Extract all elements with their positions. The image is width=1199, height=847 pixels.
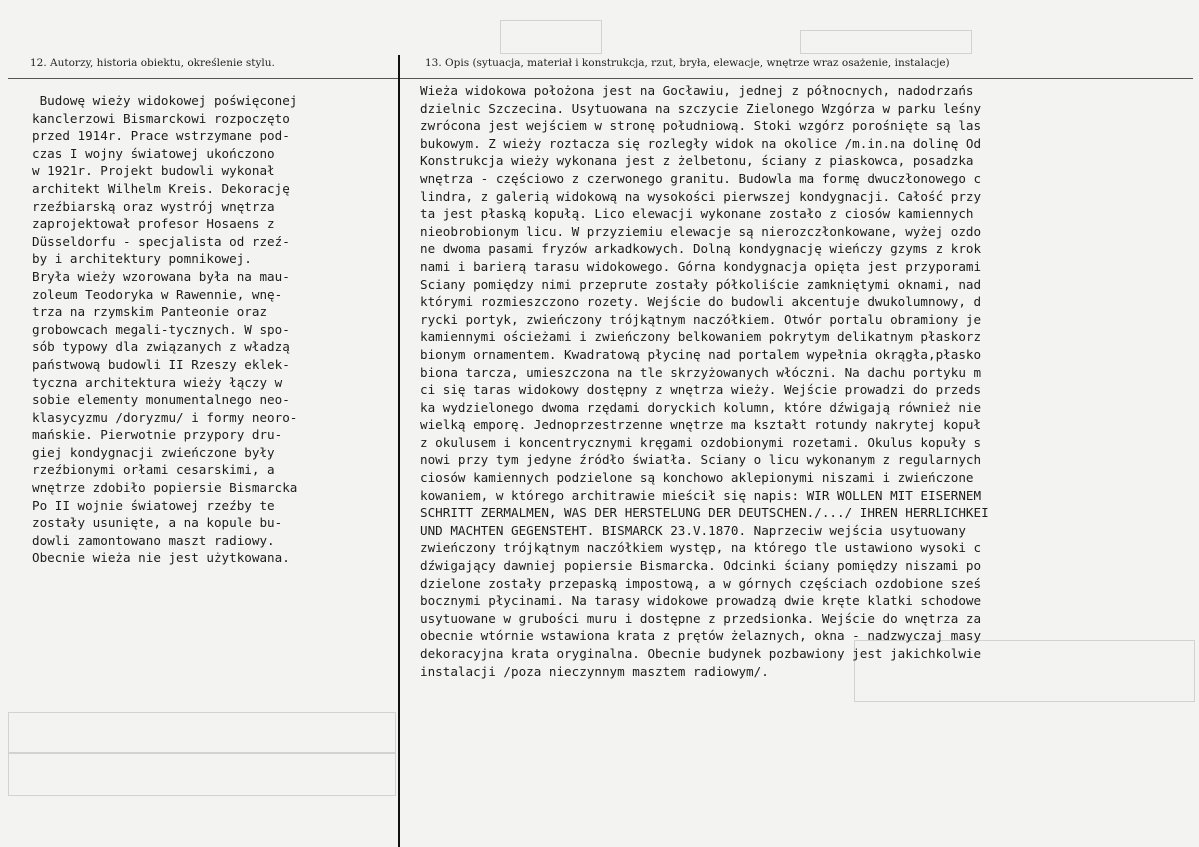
text-line: ne dwoma pasami fryzów arkadkowych. Dolną kondygnację wieńczy gzyms z krok xyxy=(420,241,982,257)
text-line: by i architektury pomnikowej. xyxy=(32,251,252,267)
text-line: ta jest płaską kopułą. Lico elewacji wykonane zostało z ciosów kamiennych xyxy=(420,206,974,222)
text-line: dzielnic Szczecina. Usytuowana na szczycie Zielonego Wzgórza w parku leśny xyxy=(420,100,982,116)
text-line: ci się taras widokowy dostępny z wnętrza wieży. Wejście prowadzi do przeds xyxy=(420,382,982,398)
text-line: rzeźbiarską oraz wystrój wnętrza xyxy=(32,198,275,214)
bleed-through-box xyxy=(8,752,396,796)
text-line: instalacji /poza nieczynnym masztem radiowym/. xyxy=(420,663,769,679)
text-line: mańskie. Pierwotnie przypory dru- xyxy=(32,427,283,443)
left-field-header: 12. Autorzy, historia obiektu, określenie stylu. xyxy=(30,57,275,69)
text-line: Konstrukcja wieży wykonana jest z żelbetonu, ściany z piaskowca, posadzka xyxy=(420,153,974,169)
text-line: ciosów kamiennych podzielone są konchowo aklepionymi niszami i zwieńczone xyxy=(420,470,974,486)
text-line: zoleum Teodoryka w Rawennie, wnę- xyxy=(32,286,283,302)
text-line: biona tarcza, umieszczona na tle skrzyżowanych włóczni. Na dachu portyku m xyxy=(420,364,982,380)
text-line: wnętrza - częściowo z czerwonego granitu. Budowla ma formę dwuczłonowego c xyxy=(420,170,982,186)
text-line: kowaniem, w którego architrawie mieścił się napis: WIR WOLLEN MIT EISERNEM xyxy=(420,487,982,503)
text-line: nieobrobionym licu. W przyziemiu elewacje są nierozczłonkowane, wyżej ozdo xyxy=(420,223,982,239)
text-line: giej kondygnacji zwieńczone były xyxy=(32,444,275,460)
text-line: architekt Wilhelm Kreis. Dekorację xyxy=(32,180,290,196)
text-line: przed 1914r. Prace wstrzymane pod- xyxy=(32,128,290,144)
text-line: wielką emporę. Jednoprzestrzenne wnętrze ma kształt rotundy nakrytej kopuł xyxy=(420,417,982,433)
text-line: którymi rozmieszczono rozety. Wejście do budowli akcentuje dwukolumnowy, d xyxy=(420,294,982,310)
text-line: bocznymi płycinami. Na tarasy widokowe prowadzą dwie kręte klatki schodowe xyxy=(420,593,982,609)
text-line: bukowym. Z wieży roztacza się rozległy widok na okolice /m.in.na dolinę Od xyxy=(420,135,982,151)
text-line: rycki portyk, zwieńczony trójkątnym naczółkiem. Otwór portalu obramiony je xyxy=(420,311,982,327)
text-line: w 1921r. Projekt budowli wykonał xyxy=(32,163,275,179)
text-line: dekoracyjna krata oryginalna. Obecnie budynek pozbawiony jest jakichkolwie xyxy=(420,646,982,661)
text-line: rzeźbionymi orłami cesarskimi, a xyxy=(32,462,275,478)
text-line: zwrócona jest wejściem w stronę południową. Stoki wzgórz porośnięte są las xyxy=(420,118,982,134)
text-line: tyczna architektura wieży łączy w xyxy=(32,374,283,390)
text-line: bionym ornamentem. Kwadratową płycinę nad portalem wypełnia okrągła,płasko xyxy=(420,346,982,362)
text-line: Po II wojnie światowej rzeźby te xyxy=(32,497,275,513)
text-line: zwieńczony trójkątnym naczółkiem występ, na którego tle ustawiono wysoki c xyxy=(420,540,982,556)
text-line: dowli zamontowano maszt radiowy. xyxy=(32,532,275,548)
text-line: Bryła wieży wzorowana była na mau- xyxy=(32,268,290,284)
text-line: UND MACHTEN GEGENSTEHT. BISMARCK 23.V.1870. Naprzeciw wejścia usytuowany xyxy=(420,522,966,538)
header-rule xyxy=(8,78,1193,79)
text-line: ka wydzielonego dwoma rzędami doryckich kolumn, które dźwigają również nie xyxy=(420,399,982,415)
text-line: z okulusem i koncentrycznymi kręgami ozdobionymi rozetami. Okulus kopuły s xyxy=(420,434,982,450)
text-line: obecnie wtórnie wstawiona krata z prętów żelaznych, okna - nadzwyczaj masy xyxy=(420,628,982,644)
text-line: zaprojektował profesor Hosaens z xyxy=(32,216,275,232)
description-text-column xyxy=(420,82,1194,680)
bleed-through-box xyxy=(500,20,602,54)
text-line: sobie elementy monumentalnego neo- xyxy=(32,392,290,408)
text-line: Sciany pomiędzy nimi przeprute zostały półkoliście zamkniętymi oknami, nad xyxy=(420,276,982,292)
text-line: Budowę wieży widokowej poświęconej xyxy=(32,93,298,108)
history-text-column xyxy=(32,92,394,567)
text-line: dzielone zostały przepaską impostową, a w górnych częściach ozdobione sześ xyxy=(420,575,982,591)
text-line: grobowcach megali-tycznych. W spo- xyxy=(32,321,290,337)
text-line: Obecnie wieża nie jest użytkowana. xyxy=(32,550,290,566)
text-line: kamiennymi ościeżami i zwieńczony belkowaniem pokrytym delikatnym płaskorz xyxy=(420,329,982,345)
text-line: kanclerzowi Bismarckowi rozpoczęto xyxy=(32,110,290,126)
text-line: SCHRITT ZERMALMEN, WAS DER HERSTELUNG DER DEUTSCHEN./.../ IHREN HERRLICHKEI xyxy=(420,505,989,521)
text-line: nowi przy tym jedyne źródło światła. Sciany o licu wykonanym z regularnych xyxy=(420,452,982,468)
text-line: nami i barierą tarasu widokowego. Górna kondygnacja opięta jest przyporami xyxy=(420,258,982,274)
text-line: klasycyzmu /doryzmu/ i formy neoro- xyxy=(32,409,298,425)
text-line: państwową budowli II Rzeszy eklek- xyxy=(32,356,290,372)
text-line: Düsseldorfu - specjalista od rzeź- xyxy=(32,233,290,249)
text-line: usytuowane w grubości muru i dostępne z przedsionka. Wejście do wnętrza za xyxy=(420,610,982,626)
text-line: wnętrze zdobiło popiersie Bismarcka xyxy=(32,480,298,496)
text-line: zostały usunięte, a na kopule bu- xyxy=(32,515,283,531)
bleed-through-box xyxy=(8,712,396,754)
text-line: dźwigający dawniej popiersie Bismarcka. Odcinki ściany pomiędzy niszami po xyxy=(420,558,982,574)
text-line: trza na rzymskim Panteonie oraz xyxy=(32,304,268,320)
right-field-header: 13. Opis (sytuacja, materiał i konstrukcja, rzut, bryła, elewacje, wnętrze wraz osażenie, instalacje) xyxy=(425,57,950,69)
text-line: czas I wojny światowej ukończono xyxy=(32,145,275,161)
text-line: sób typowy dla związanych z władzą xyxy=(32,339,290,355)
column-divider xyxy=(398,55,400,847)
bleed-through-box xyxy=(800,30,972,54)
text-line: lindra, z galerią widokową na wysokości pierwszej kondygnacji. Całość przy xyxy=(420,188,982,204)
text-line: Wieża widokowa położona jest na Gocławiu, jednej z północnych, nadodrzańs xyxy=(420,83,974,98)
